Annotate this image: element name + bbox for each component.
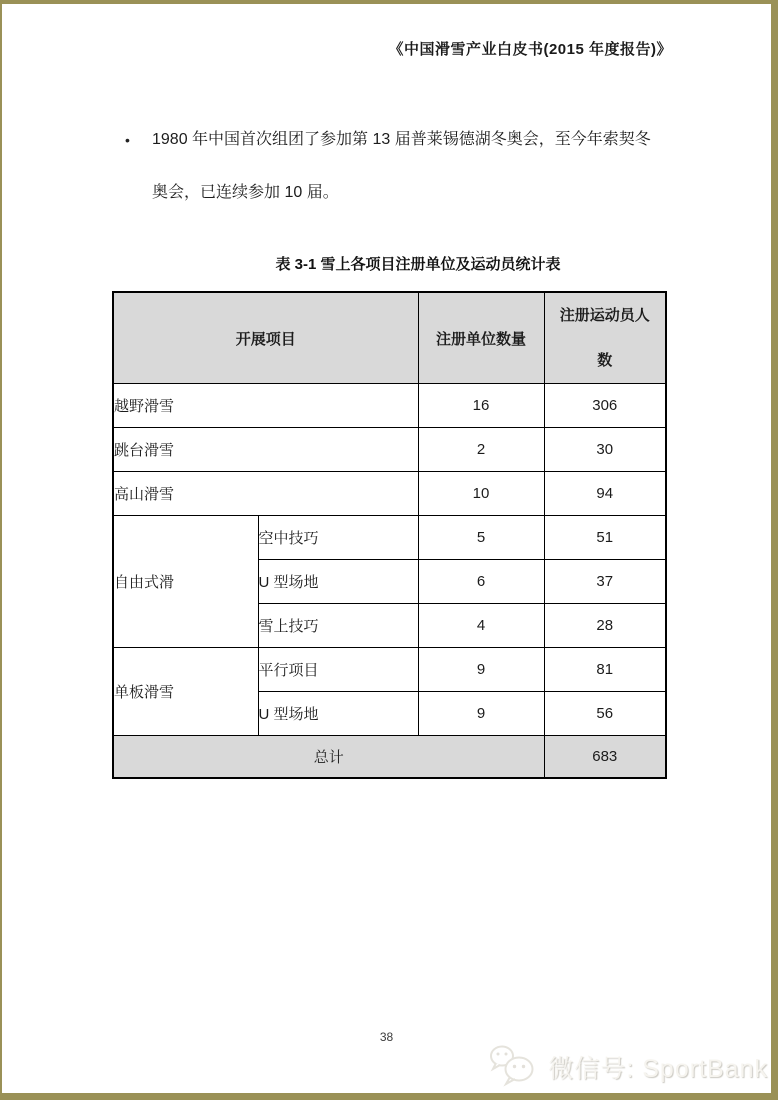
units-cell: 10	[418, 472, 544, 516]
header-cell-project: 开展项目	[113, 292, 418, 384]
units-cell: 9	[418, 648, 544, 692]
header-cell-athletes: 注册运动员人数	[544, 292, 666, 384]
units-cell: 5	[418, 516, 544, 560]
table-row	[113, 428, 666, 472]
watermark-label: 微信号: SportBank	[548, 1055, 768, 1083]
paragraph-line-1: 1980 年中国首次组团了参加第 13 届普莱锡德湖冬奥会，至今年索契冬	[152, 131, 651, 148]
project-cell: 跳台滑雪	[113, 428, 418, 472]
athletes-cell: 306	[544, 384, 666, 428]
athletes-cell: 94	[544, 472, 666, 516]
registration-stats-table	[112, 291, 667, 779]
sub-project-cell: U 型场地	[258, 560, 418, 604]
units-cell: 2	[418, 428, 544, 472]
paragraph-line-2: 奥会，已连续参加 10 届。	[152, 184, 339, 201]
bullet-marker-icon: •	[125, 132, 130, 148]
sub-project-cell: 空中技巧	[258, 516, 418, 560]
sub-project-cell: U 型场地	[258, 692, 418, 736]
header-cell-units: 注册单位数量	[418, 292, 544, 384]
units-cell: 16	[418, 384, 544, 428]
units-cell: 9	[418, 692, 544, 736]
paragraph-text	[152, 129, 685, 235]
document-header-title: 《中国滑雪产业白皮书(2015 年度报告)》	[388, 41, 672, 58]
project-cell: 越野滑雪	[113, 384, 418, 428]
project-cell: 高山滑雪	[113, 472, 418, 516]
wechat-icon	[488, 1043, 540, 1092]
bullet-paragraph	[125, 129, 685, 235]
table-caption: 表 3-1 雪上各项目注册单位及运动员统计表	[275, 256, 561, 273]
table-row	[113, 472, 666, 516]
units-cell: 6	[418, 560, 544, 604]
project-group-cell: 单板滑雪	[113, 648, 258, 736]
table-row	[113, 384, 666, 428]
athletes-cell: 28	[544, 604, 666, 648]
athletes-cell: 37	[544, 560, 666, 604]
page-number: 38	[379, 1030, 394, 1044]
sub-project-cell: 平行项目	[258, 648, 418, 692]
athletes-cell: 81	[544, 648, 666, 692]
total-label-cell: 总计	[113, 736, 544, 778]
units-cell: 4	[418, 604, 544, 648]
athletes-cell: 51	[544, 516, 666, 560]
table-header-row	[113, 292, 666, 384]
table-total-row	[113, 736, 666, 778]
wechat-watermark	[488, 1042, 768, 1092]
table-row	[113, 516, 666, 560]
athletes-cell: 30	[544, 428, 666, 472]
table-row	[113, 648, 666, 692]
total-value-cell: 683	[544, 736, 666, 778]
athletes-cell: 56	[544, 692, 666, 736]
sub-project-cell: 雪上技巧	[258, 604, 418, 648]
project-group-cell: 自由式滑	[113, 516, 258, 648]
